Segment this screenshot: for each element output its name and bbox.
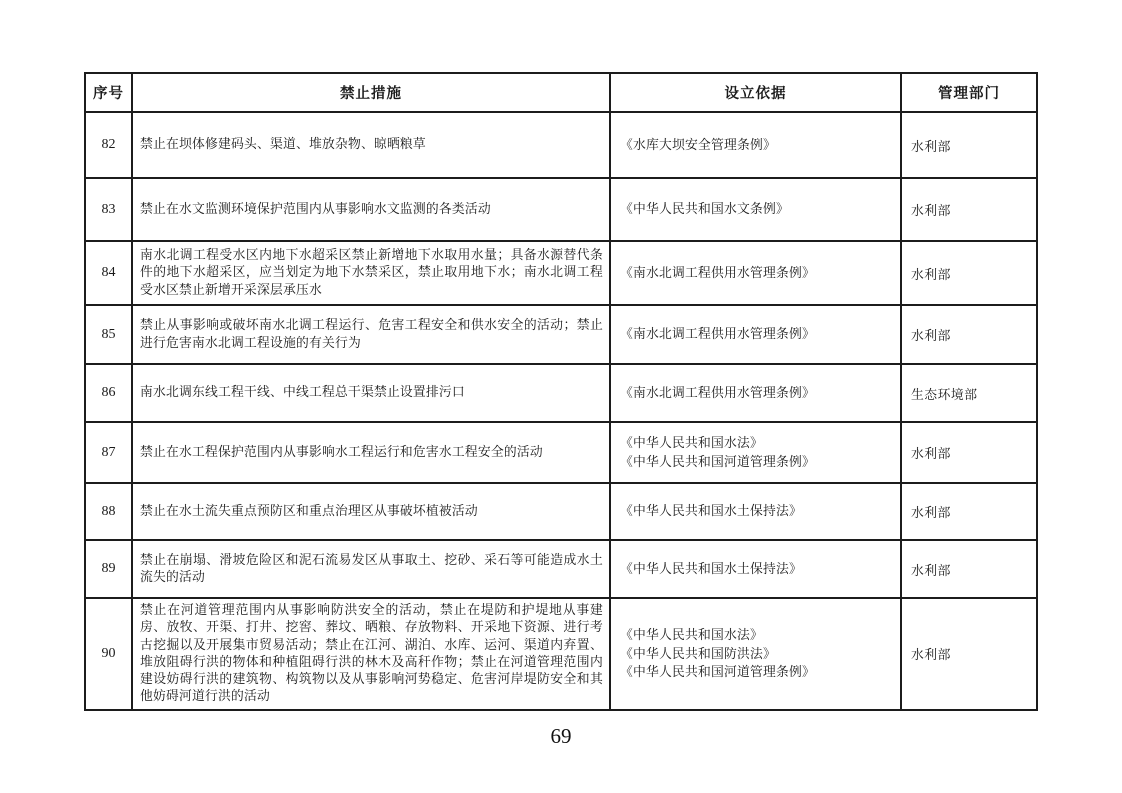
- row-number: 88: [85, 483, 132, 540]
- managing-department: 水利部: [901, 483, 1037, 540]
- legal-basis: [610, 483, 901, 540]
- legal-basis-line: 《南水北调工程供用水管理条例》: [620, 385, 815, 400]
- legal-basis-line: 《中华人民共和国水土保持法》: [620, 561, 802, 576]
- legal-basis-line: 《中华人民共和国河道管理条例》: [620, 665, 815, 680]
- table-row: [85, 112, 1037, 178]
- managing-department: 水利部: [901, 178, 1037, 241]
- legal-basis-line: 《中华人民共和国防洪法》: [620, 646, 776, 661]
- table-row: [85, 540, 1037, 598]
- legal-basis-line: 《中华人民共和国水土保持法》: [620, 504, 802, 519]
- row-number: 83: [85, 178, 132, 241]
- prohibited-measure: 禁止在水文监测环境保护范围内从事影响水文监测的各类活动: [132, 178, 610, 241]
- prohibited-measure: 禁止在坝体修建码头、渠道、堆放杂物、晾晒粮草: [132, 112, 610, 178]
- table-row: [85, 178, 1037, 241]
- legal-basis: [610, 364, 901, 422]
- managing-department: 水利部: [901, 305, 1037, 364]
- managing-department: 生态环境部: [901, 364, 1037, 422]
- table-row: [85, 305, 1037, 364]
- row-number: 82: [85, 112, 132, 178]
- column-header-basis: 设立依据: [610, 73, 901, 112]
- legal-basis: [610, 422, 901, 483]
- prohibited-measure: 南水北调工程受水区内地下水超采区禁止新增地下水取用水量；具备水源替代条件的地下水超采区，应当划定为地下水禁采区，禁止取用地下水；南水北调工程受水区禁止新增开采深层承压水: [132, 241, 610, 305]
- table-body: [85, 112, 1037, 710]
- row-number: 84: [85, 241, 132, 305]
- managing-department: 水利部: [901, 422, 1037, 483]
- prohibited-measure: 禁止从事影响或破坏南水北调工程运行、危害工程安全和供水安全的活动；禁止进行危害南水北调工程设施的有关行为: [132, 305, 610, 364]
- legal-basis: [610, 598, 901, 710]
- legal-basis: [610, 178, 901, 241]
- legal-basis: [610, 112, 901, 178]
- legal-basis: [610, 305, 901, 364]
- legal-basis-line: 《南水北调工程供用水管理条例》: [620, 265, 815, 280]
- prohibited-measure: 禁止在水土流失重点预防区和重点治理区从事破坏植被活动: [132, 483, 610, 540]
- table-row: [85, 483, 1037, 540]
- managing-department: 水利部: [901, 112, 1037, 178]
- table-header: [85, 73, 1037, 112]
- row-number: 85: [85, 305, 132, 364]
- prohibited-measure: 禁止在崩塌、滑坡危险区和泥石流易发区从事取土、挖砂、采石等可能造成水土流失的活动: [132, 540, 610, 598]
- legal-basis-line: 《中华人民共和国水法》: [620, 628, 763, 643]
- row-number: 90: [85, 598, 132, 710]
- managing-department: 水利部: [901, 598, 1037, 710]
- row-number: 87: [85, 422, 132, 483]
- legal-basis: [610, 241, 901, 305]
- prohibited-measure: 禁止在河道管理范围内从事影响防洪安全的活动，禁止在堤防和护堤地从事建房、放牧、开渠、打井、挖窖、葬坟、晒粮、存放物料、开采地下资源、进行考古挖掘以及开展集市贸易活动；禁止在江河、湖泊、水库、运河、渠道内弃置、堆放阻碍行洪的物体和种植阻碍行洪的林木及高秆作物；禁止在河道管理范围内建设妨碍行洪的建筑物、构筑物以及从事影响河势稳定、危害河岸堤防安全和其他妨碍河道行洪的活动: [132, 598, 610, 710]
- row-number: 86: [85, 364, 132, 422]
- column-header-measure: 禁止措施: [132, 73, 610, 112]
- managing-department: 水利部: [901, 540, 1037, 598]
- column-header-number: 序号: [85, 73, 132, 112]
- prohibition-measures-table: [84, 72, 1038, 711]
- legal-basis-line: 《中华人民共和国水文条例》: [620, 202, 789, 217]
- column-header-department: 管理部门: [901, 73, 1037, 112]
- row-number: 89: [85, 540, 132, 598]
- table-row: [85, 241, 1037, 305]
- legal-basis-line: 《水库大坝安全管理条例》: [620, 137, 776, 152]
- header-row: [85, 73, 1037, 112]
- prohibited-measure: 禁止在水工程保护范围内从事影响水工程运行和危害水工程安全的活动: [132, 422, 610, 483]
- legal-basis-line: 《中华人民共和国水法》: [620, 436, 763, 450]
- managing-department: 水利部: [901, 241, 1037, 305]
- prohibited-measure: 南水北调东线工程干线、中线工程总干渠禁止设置排污口: [132, 364, 610, 422]
- legal-basis-line: 《中华人民共和国河道管理条例》: [620, 454, 815, 469]
- legal-basis: [610, 540, 901, 598]
- page-number: 69: [550, 724, 572, 748]
- legal-basis-line: 《南水北调工程供用水管理条例》: [620, 327, 815, 342]
- table-row: [85, 364, 1037, 422]
- table-row: [85, 422, 1037, 483]
- table-row: [85, 598, 1037, 710]
